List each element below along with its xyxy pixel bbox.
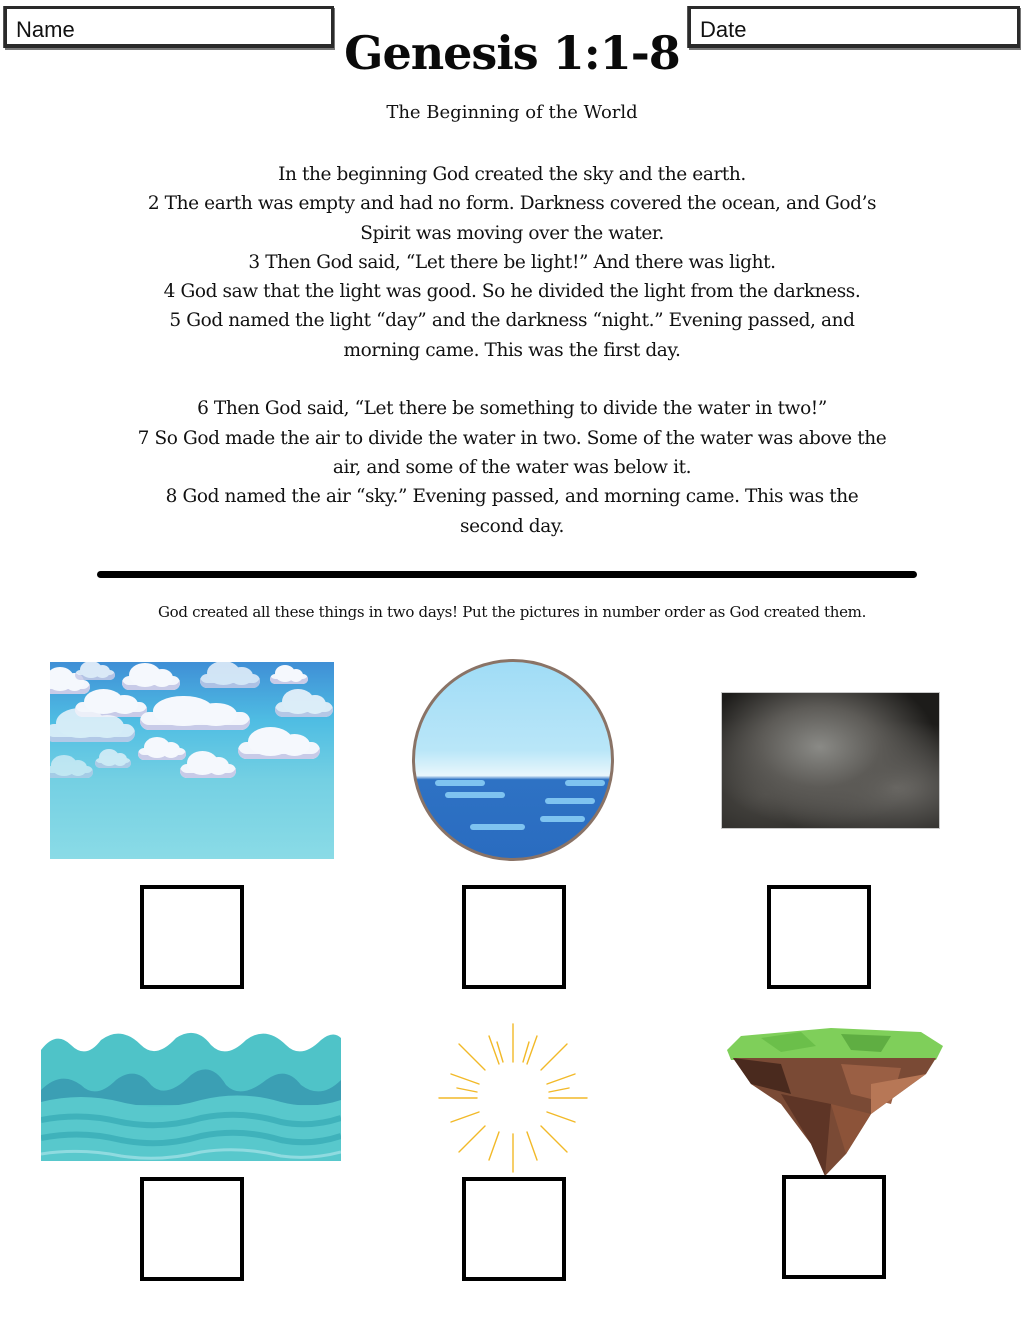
verse-line: air, and some of the water was below it.	[332, 456, 692, 478]
verse-line: 5 God named the light “day” and the darkness “night.” Evening passed, and	[169, 310, 855, 332]
verse-line: In the beginning God created the sky and the earth.	[278, 164, 746, 185]
answer-box-land[interactable]	[782, 1175, 886, 1279]
page-title: Genesis 1:1-8	[344, 26, 680, 80]
darkness-image	[722, 693, 939, 828]
light-burst-image	[437, 1022, 589, 1174]
name-label: Name	[16, 17, 75, 42]
sky-clouds-image	[50, 662, 334, 859]
date-label: Date	[700, 17, 747, 42]
verse-line: 6 Then God said, “Let there be something to divide the water in two!”	[197, 398, 827, 420]
verse-line: second day.	[460, 515, 564, 537]
water-waves-image	[41, 1030, 341, 1161]
section-divider	[97, 571, 917, 578]
answer-box-light[interactable]	[462, 1177, 566, 1281]
answer-box-darkness[interactable]	[767, 885, 871, 989]
ocean-horizon-image	[412, 659, 614, 861]
verse-line: 4 God saw that the light was good. So he divided the light from the darkness.	[163, 281, 861, 303]
answer-box-sky[interactable]	[140, 885, 244, 989]
scripture-passage	[60, 160, 964, 541]
verse-line: Spirit was moving over the water.	[360, 222, 664, 244]
verse-line: 2 The earth was empty and had no form. Darkness covered the ocean, and God’s	[147, 193, 877, 215]
floating-land-image	[721, 1024, 945, 1176]
page-subtitle: The Beginning of the World	[386, 102, 638, 123]
activity-instructions: God created all these things in two days! Put the pictures in number order as God created them.	[157, 603, 867, 621]
answer-box-ocean[interactable]	[462, 885, 566, 989]
verse-line: 7 So God made the air to divide the water in two. Some of the water was above the	[137, 427, 887, 449]
verse-line: 3 Then God said, “Let there be light!” And there was light.	[248, 251, 776, 273]
verse-line: 8 God named the air “sky.” Evening passed, and morning came. This was the	[165, 486, 859, 508]
answer-box-waves[interactable]	[140, 1177, 244, 1281]
paragraph-gap	[60, 365, 964, 394]
verse-line: morning came. This was the first day.	[343, 339, 681, 361]
